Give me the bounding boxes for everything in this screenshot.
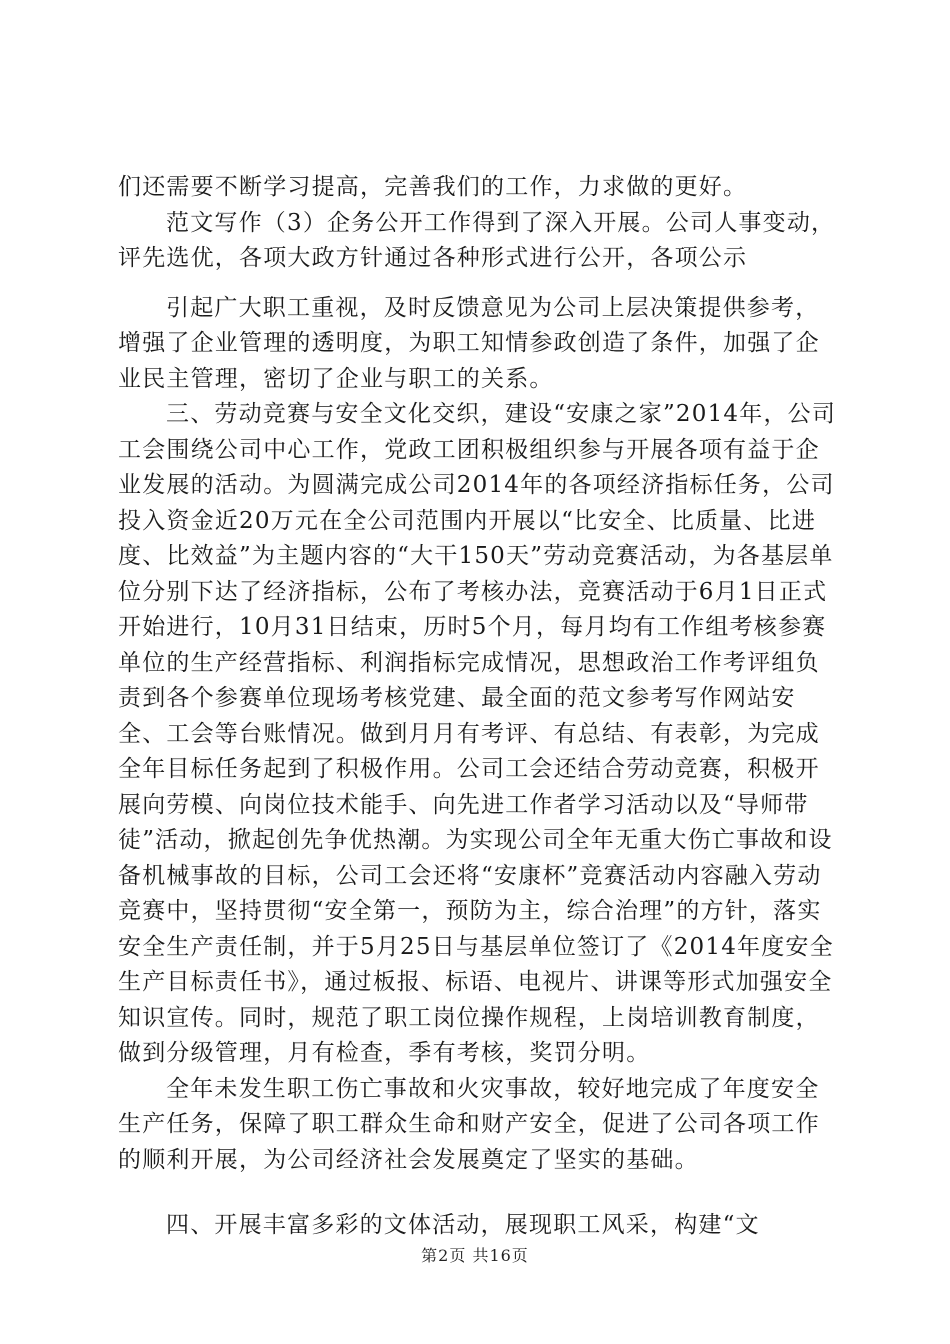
paragraph-safety-result: 全年未发生职工伤亡事故和火灾事故，较好地完成了年度安全生产任务，保障了职工群众生命和财产安全，促进了公司各项工作的顺利开展，为公司经济社会发展奠定了坚实的基础。	[118, 1075, 820, 1173]
paragraph-disclosure: 范文写作（3）企务公开工作得到了深入开展。公司人事变动，评先选优，各项大政方针通过各种形式进行公开，各项公示	[118, 209, 836, 271]
page-number-footer: 第2页 共16页	[421, 1246, 529, 1265]
paragraph-section-three: 三、劳动竞赛与安全文化交织，建设“安康之家”2014年，公司工会围绕公司中心工作，党政工团积极组织参与开展各项有益于企业发展的活动。为圆满完成公司2014年的各项经济指标任务，公司投入资金近20万元在全公司范围内开展以“比安全、比质量、比进度、比效益”为主题内容的“大干150天”劳动竞赛活动，为各基层单位分别下达了经济指标，公布了考核办法，竞赛活动于6月1日正式开始进行，10月31日结束，历时5个月，每月均有工作组考核参赛单位的生产经营指标、利润指标完成情况，思想政治工作考评组负责到各个参赛单位现场考核党建、最全面的范文参考写作网站安全、工会等台账情况。做到月月有考评、有总结、有表彰，为完成全年目标任务起到了积极作用。公司工会还结合劳动竞赛，积极开展向劳模、向岗位技术能手、向先进工作者学习活动以及“导师带徒”活动，掀起创先争优热潮。为实现公司全年无重大伤亡事故和设备机械事故的目标，公司工会还将“安康杯”竞赛活动内容融入劳动竞赛中，坚持贯彻“安全第一，预防为主，综合治理”的方针，落实安全生产责任制，并于5月25日与基层单位签订了《2014年度安全生产目标责任书》，通过板报、标语、电视片、讲课等形式加强安全知识宣传。同时，规范了职工岗位操作规程，上岗培训教育制度，做到分级管理，月有检查，季有考核，奖罚分明。	[118, 401, 837, 1066]
document-body	[118, 170, 838, 1244]
paragraph-continuation: 们还需要不断学习提高，完善我们的工作，力求做的更好。	[118, 174, 748, 200]
paragraph-section-four: 四、开展丰富多彩的文体活动，展现职工风采，构建“文	[166, 1212, 760, 1238]
paragraph-feedback: 引起广大职工重视，及时反馈意见为公司上层决策提供参考，增强了企业管理的透明度，为职工知情参政创造了条件，加强了企业民主管理，密切了企业与职工的关系。	[118, 294, 820, 392]
